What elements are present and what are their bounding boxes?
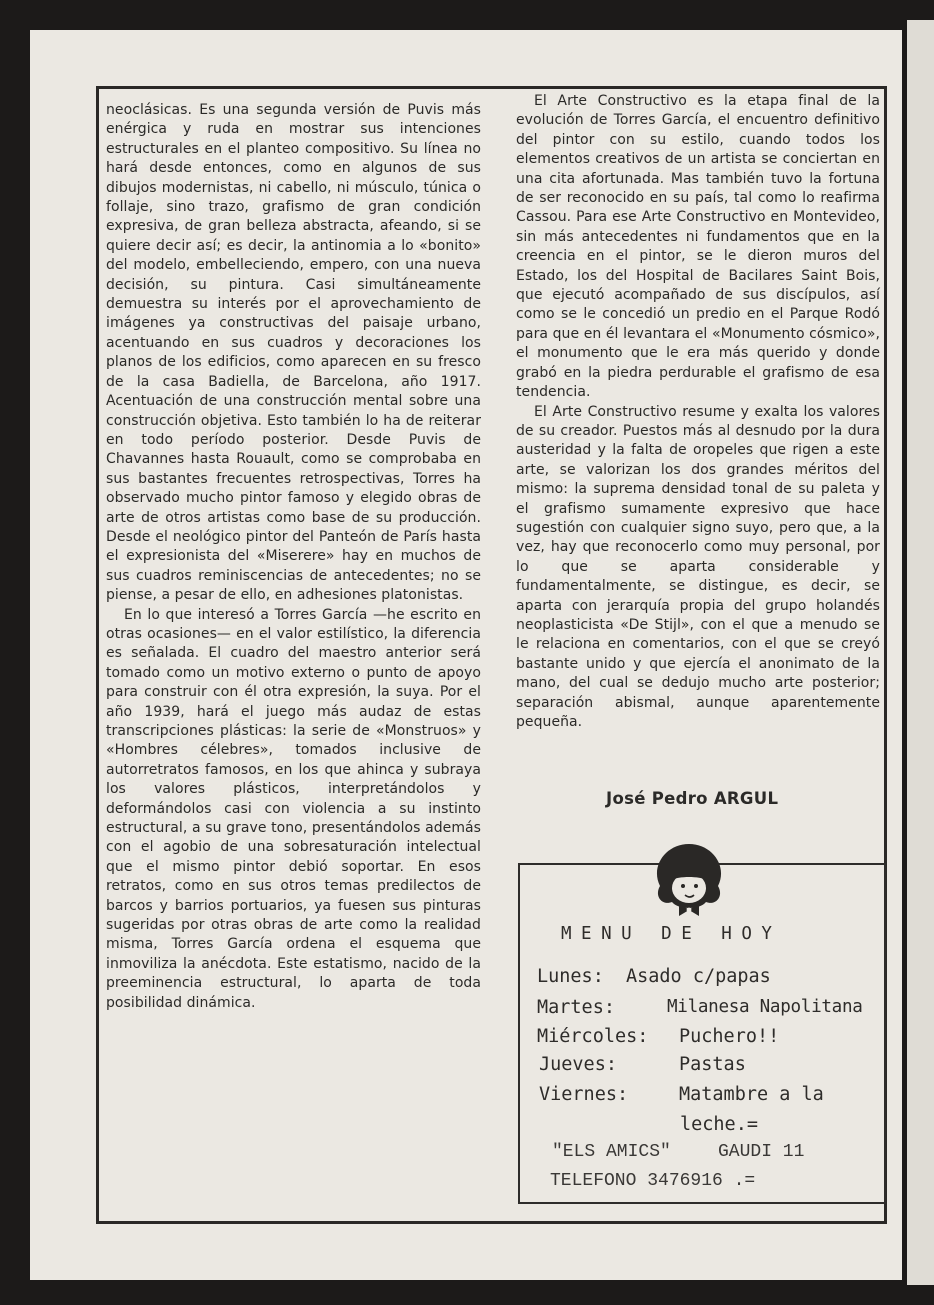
menu-title: MENU DE HOY [561,924,782,944]
menu-dish-friday-continued: leche.= [680,1114,758,1135]
restaurant-phone: TELEFONO 3476916 .= [550,1171,756,1191]
article-right-column [516,92,880,732]
menu-dish-thursday: Pastas [679,1054,746,1075]
restaurant-name: "ELS AMICS" [552,1142,671,1162]
article-paragraph: El Arte Constructivo es la etapa final de la evolución de Torres García, el encuentro definitivo del pintor con su estilo, cuando todos los elementos creativos de un artista se conciertan en una cita afortunada. Mas también tuvo la fortuna de ser reconocido en su país, tal como lo reafirma Cassou. Para ese Arte Constructivo en Montevideo, sin más antecedentes ni fundamentos que en la creencia en el pintor, se le dieron muros del Estado, los del Hospital de Bacilares Saint Bois, que ejecutó acompañado de sus discípulos, así como se le concedió un predio en el Parque Rodó para que en él levantara el «Monumento cósmico», el monumento que le era más querido y donde grabó en la piedra perdurable el grafismo de esa tendencia. [516,93,880,401]
article-author: José Pedro ARGUL [606,789,779,808]
adjacent-page-edge [907,20,934,1285]
menu-day-monday: Lunes: [537,966,604,987]
menu-day-wednesday: Miércoles: [537,1026,649,1047]
restaurant-address: GAUDI 11 [718,1142,805,1162]
article-paragraph: El Arte Constructivo resume y exalta los valores de su creador. Puestos más al desnudo por la dura austeridad y la falta de oropeles que rigen a este arte, se valorizan los dos grandes méritos del mismo: la suprema densidad tonal de su paleta y el grafismo sumamente expresivo que hace sugestión con cualquier signo suyo, pero que, a la vez, hay que reconocerlo como muy personal, por lo que se aparta considerable y fundamentalmente, se distingue, es decir, se aparta con jerarquía propia del grupo holandés neoplasticista «De Stijl», con el que a menudo se le relaciona en comentarios, con el que se creyó bastante unido y que ejercía el anonimato de la mano, del cual se dedujo mucho arte posterior; separación abismal, aunque aparentemente pequeña. [516,403,880,730]
article-left-column [106,101,481,1013]
article-paragraph: En lo que interesó a Torres García —he escrito en otras ocasiones— en el valor estilístico, la diferencia es señalada. El cuadro del maestro anterior será tomado como un motivo externo o punto de apoyo para construir con él otra expresión, la suya. Por el año 1939, hará el juego más audaz de estas transcripciones plásticas: la serie de «Monstruos» y «Hombres célebres», tomados inclusive de autorretratos famosos, en los que ahinca y subraya los valores plásticos, interpretándolos y deformándolos casi con violencia a su instinto estructural, a su grave tono, presentándolos además con el agobio de una sobresaturación intelectual que el mismo pintor debió soportar. En esos retratos, como en sus otros temas predilectos de barcos y barrios portuarios, ya fuesen sus pinturas sugeridas por otras obras de arte como la realidad misma, Torres García ordena el esquema que inmoviliza la anécdota. Este estatismo, nacido de la preeminencia estructural, lo aparta de toda posibilidad dinámica. [106,606,481,1011]
menu-day-friday: Viernes: [539,1084,629,1105]
menu-dish-tuesday: Milanesa Napolitana [667,997,863,1017]
menu-dish-friday: Matambre a la [679,1084,824,1105]
menu-dish-wednesday: Puchero!! [679,1026,780,1047]
menu-day-thursday: Jueves: [539,1054,617,1075]
menu-day-tuesday: Martes: [537,997,615,1018]
article-paragraph: neoclásicas. Es una segunda versión de Puvis más enérgica y ruda en mostrar sus intenciones estructurales en el planteo compositivo. Su línea no hará desde entonces, como en algunos de sus dibujos modernistas, ni cabello, ni músculo, túnica o follaje, sino trazo, grafismo de gran condición expresiva, de gran belleza abstracta, afeando, si se quiere decir así; es decir, la antinomia a lo «bonito» del modelo, embelleciendo, empero, con una nueva decisión, su pintura. Casi simultáneamente demuestra su interés por el aprovechamiento de imágenes ya constructivas del paisaje urbano, acentuando en sus cuadros y decoraciones los planos de los edificios, como aparecen en su fresco de la casa Badiella, de Barcelona, año 1917. Acentuación de una construcción mental sobre una construcción objetiva. Esto también lo ha de reiterar en todo período posterior. Desde Puvis de Chavannes hasta Rouault, como se comprobaba en sus bastantes frecuentes retrospectivas, Torres ha observado mucho pintor famoso y elegido obras de arte de otros artistas como base de su producción. Desde el neológico pintor del Panteón de París hasta el expresionista del «Miserere» hay en muchos de sus cuadros reminiscencias de antecedentes; no se piense, a pesar de ello, en adhesiones platonistas. [106,102,481,604]
menu-dish-monday: Asado c/papas [626,966,771,987]
mafalda-drawing-icon [646,840,732,924]
